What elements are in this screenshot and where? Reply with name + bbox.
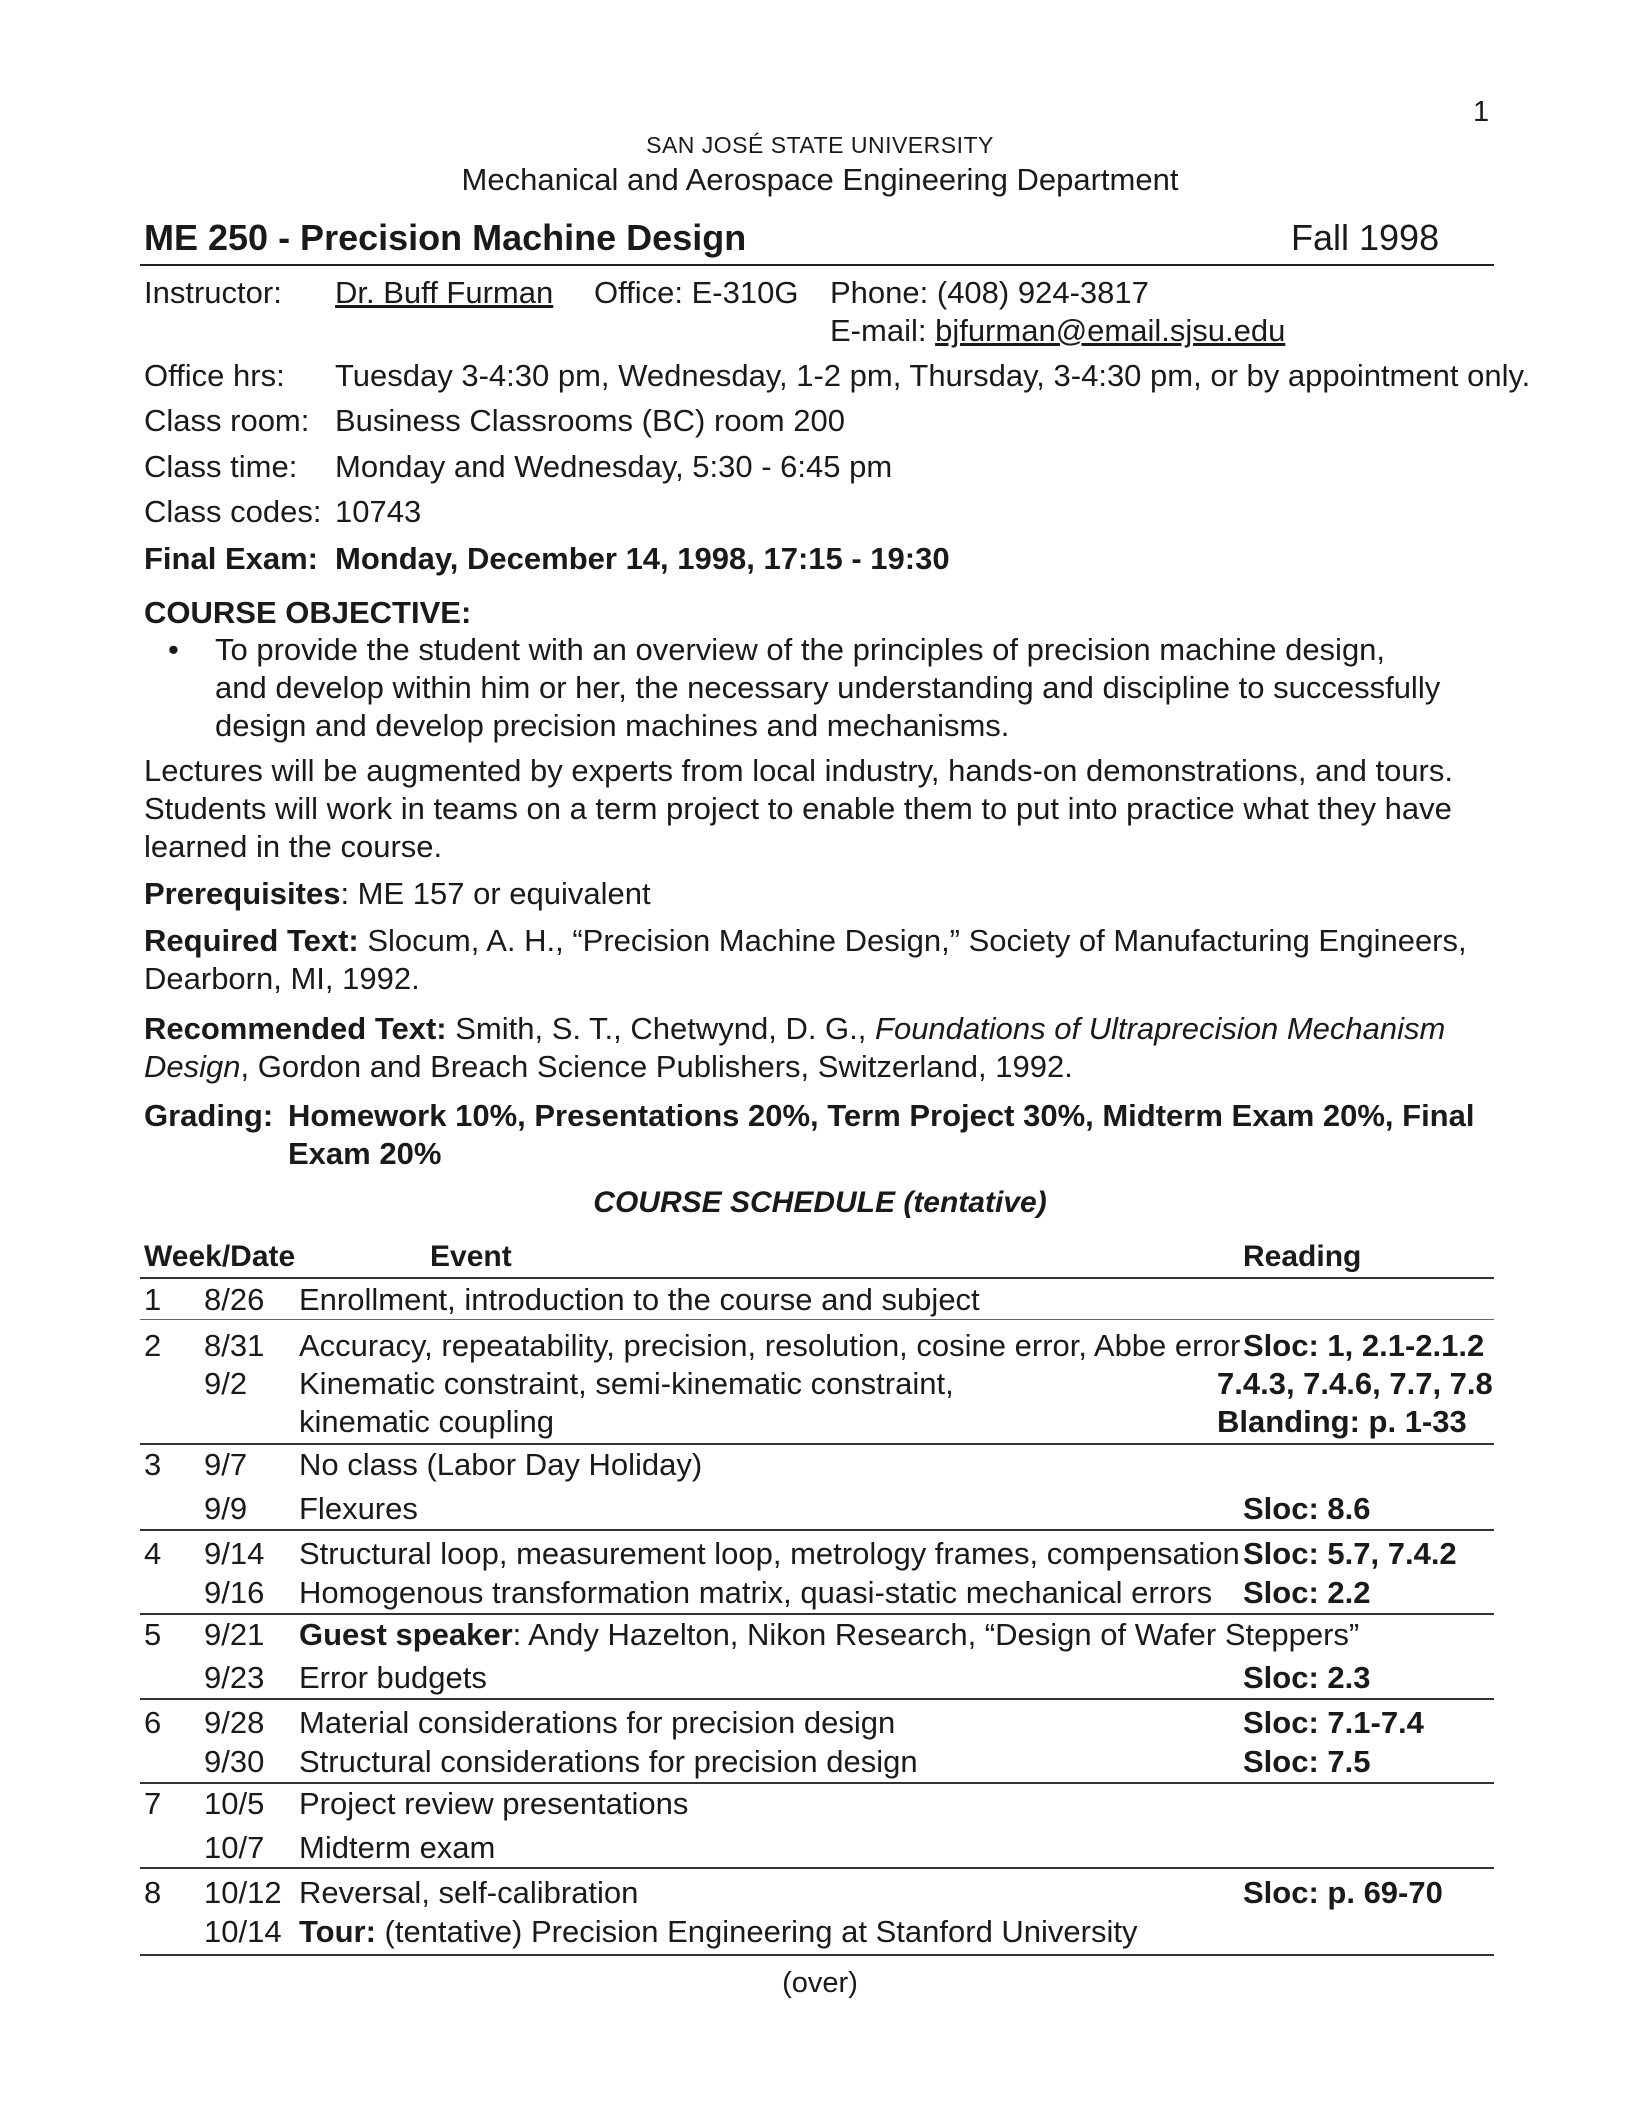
row-date: 8/26 (204, 1282, 265, 1317)
row-reading: Sloc: 7.1-7.4 (1243, 1705, 1424, 1740)
row-event: Flexures (299, 1491, 418, 1526)
row-divider (140, 1613, 1494, 1615)
semester: Fall 1998 (1291, 217, 1440, 258)
row-date: 9/30 (204, 1744, 265, 1779)
guest-speaker-label: Guest speaker (299, 1617, 513, 1652)
row-reading: Sloc: 8.6 (1243, 1491, 1371, 1526)
row-date: 9/7 (204, 1447, 248, 1482)
row-event: Reversal, self-calibration (299, 1875, 639, 1910)
prerequisites-value: : ME 157 or equivalent (340, 876, 651, 911)
row-date: 9/16 (204, 1575, 265, 1610)
row-event: Homogenous transformation matrix, quasi-static mechanical errors (299, 1575, 1213, 1610)
schedule-title: COURSE SCHEDULE (tentative) (593, 1186, 1047, 1219)
final-exam-value: Monday, December 14, 1998, 17:15 - 19:30 (335, 541, 950, 576)
objective-line-2: and develop within him or her, the necessary understanding and discipline to successfully (215, 670, 1441, 705)
row-event: Material considerations for precision design (299, 1705, 896, 1740)
row-date: 10/12 (204, 1875, 282, 1910)
row-event: Error budgets (299, 1660, 487, 1695)
row-event: Project review presentations (299, 1786, 689, 1821)
row-date: 9/14 (204, 1536, 265, 1571)
row-reading: Sloc: 1, 2.1-2.1.2 (1243, 1328, 1485, 1363)
title-divider (140, 264, 1494, 266)
class-room-value: Business Classrooms (BC) room 200 (335, 403, 845, 438)
row-week: 7 (144, 1786, 162, 1821)
header-reading: Reading (1243, 1240, 1362, 1273)
recommended-text-label: Recommended Text: (144, 1011, 447, 1046)
row-week: 1 (144, 1282, 162, 1317)
office-hours-value: Tuesday 3-4:30 pm, Wednesday, 1-2 pm, Thursday, 3-4:30 pm, or by appointment only. (335, 358, 1531, 393)
header-divider (140, 1277, 1494, 1279)
row-week: 2 (144, 1328, 162, 1363)
recommended-text-authors: Smith, S. T., Chetwynd, D. G., (446, 1011, 876, 1046)
row-divider (140, 1443, 1494, 1445)
objective-line-3: design and develop precision machines and mechanisms. (215, 708, 1010, 743)
row-date: 9/2 (204, 1366, 248, 1401)
row-date: 10/14 (204, 1914, 282, 1949)
footer-over: (over) (782, 1967, 858, 1999)
row-event: Kinematic constraint, semi-kinematic constraint, (299, 1366, 954, 1401)
required-text (144, 922, 1494, 998)
row-event-tour (299, 1914, 1138, 1950)
row-reading: Sloc: 2.2 (1243, 1575, 1371, 1610)
row-event: Structural loop, measurement loop, metrology frames, compensation (299, 1536, 1240, 1571)
row-week: 4 (144, 1536, 162, 1571)
row-event: No class (Labor Day Holiday) (299, 1447, 703, 1482)
row-divider (140, 1319, 1494, 1320)
bullet-marker: • (168, 632, 179, 667)
department-name: Mechanical and Aerospace Engineering Department (461, 162, 1179, 197)
header-week-date: Week/Date (144, 1240, 296, 1273)
row-date: 10/5 (204, 1786, 265, 1821)
objective-line-1: To provide the student with an overview of the principles of precision machine design, (215, 632, 1386, 667)
class-codes-label: Class codes: (144, 494, 322, 529)
guest-speaker-detail: : Andy Hazelton, Nikon Research, “Design of Wafer Steppers” (512, 1617, 1360, 1652)
row-event-guest (299, 1617, 1359, 1653)
row-date: 10/7 (204, 1830, 265, 1865)
row-week: 5 (144, 1617, 162, 1652)
row-event: kinematic coupling (299, 1404, 555, 1439)
required-text-label: Required Text: (144, 923, 359, 958)
recommended-text-book: Foundations of Ultraprecision Mechanism Design (144, 1011, 1446, 1084)
email-link[interactable]: bjfurman@email.sjsu.edu (935, 313, 1286, 348)
instructor-office: Office: E-310G (594, 275, 799, 310)
class-room-label: Class room: (144, 403, 310, 438)
row-divider (140, 1529, 1494, 1531)
row-date: 9/23 (204, 1660, 265, 1695)
class-codes-value: 10743 (335, 494, 422, 529)
table-bottom-rule (140, 1954, 1494, 1956)
prerequisites (144, 876, 651, 912)
row-week: 3 (144, 1447, 162, 1482)
prerequisites-label: Prerequisites (144, 876, 341, 911)
office-hours-label: Office hrs: (144, 358, 285, 393)
class-time-value: Monday and Wednesday, 5:30 - 6:45 pm (335, 449, 893, 484)
tour-detail: (tentative) Precision Engineering at Stanford University (375, 1914, 1138, 1949)
row-event: Accuracy, repeatability, precision, resolution, cosine error, Abbe error (299, 1328, 1241, 1363)
row-date: 9/28 (204, 1705, 265, 1740)
header-event: Event (430, 1240, 512, 1273)
instructor-label: Instructor: (144, 275, 282, 310)
row-reading: 7.4.3, 7.4.6, 7.7, 7.8 (1217, 1366, 1493, 1401)
row-event: Enrollment, introduction to the course and subject (299, 1282, 980, 1317)
row-week: 8 (144, 1875, 162, 1910)
instructor-phone: Phone: (408) 924-3817 (830, 275, 1149, 310)
email-label: E-mail: (830, 313, 936, 348)
page-number: 1 (1473, 96, 1490, 128)
required-text-value: Slocum, A. H., “Precision Machine Design,” Society of Manufacturing Engineers, Dearborn, MI, 1992. (144, 923, 1467, 996)
course-title: ME 250 - Precision Machine Design (144, 217, 747, 258)
class-time-label: Class time: (144, 449, 298, 484)
grading-line-1: Homework 10%, Presentations 20%, Term Project 30%, Midterm Exam 20%, Final (288, 1098, 1475, 1133)
row-week: 6 (144, 1705, 162, 1740)
row-reading: Sloc: 2.3 (1243, 1660, 1371, 1695)
university-name: SAN JOSÉ STATE UNIVERSITY (646, 132, 994, 158)
row-reading: Sloc: p. 69-70 (1243, 1875, 1443, 1910)
row-divider (140, 1867, 1494, 1869)
row-reading: Blanding: p. 1-33 (1217, 1404, 1467, 1439)
instructor-email-row (830, 313, 1285, 349)
recommended-text (144, 1010, 1494, 1086)
row-date: 8/31 (204, 1328, 265, 1363)
row-date: 9/21 (204, 1617, 265, 1652)
lectures-paragraph: Lectures will be augmented by experts from local industry, hands-on demonstrations, and tours. Students will work in teams on a term project to enable them to put into practice what they have learned in the course. (144, 753, 1453, 864)
row-reading: Sloc: 5.7, 7.4.2 (1243, 1536, 1457, 1571)
final-exam-label: Final Exam: (144, 541, 318, 576)
instructor-name: Dr. Buff Furman (335, 275, 554, 310)
row-reading: Sloc: 7.5 (1243, 1744, 1371, 1779)
row-divider (140, 1698, 1494, 1700)
row-date: 9/9 (204, 1491, 248, 1526)
grading-label: Grading: (144, 1098, 274, 1133)
row-event: Structural considerations for precision design (299, 1744, 918, 1779)
tour-label: Tour: (299, 1914, 376, 1949)
row-event: Midterm exam (299, 1830, 496, 1865)
objective-heading: COURSE OBJECTIVE: (144, 595, 472, 630)
row-divider (140, 1782, 1494, 1784)
recommended-text-rest: , Gordon and Breach Science Publishers, Switzerland, 1992. (240, 1049, 1073, 1084)
grading-line-2: Exam 20% (288, 1136, 442, 1171)
